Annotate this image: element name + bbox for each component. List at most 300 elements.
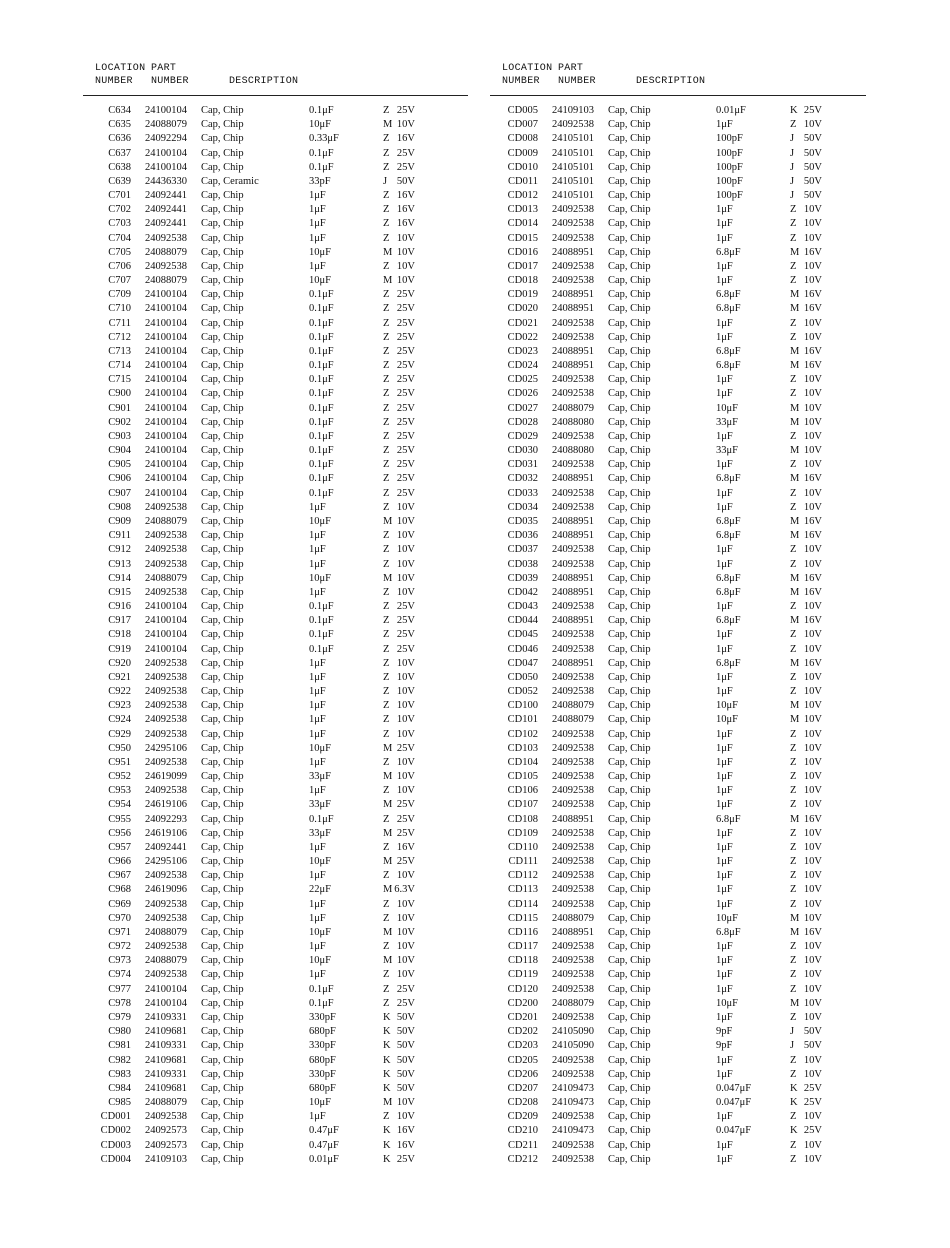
part-number: 24092538 <box>145 586 187 598</box>
voltage: 25V <box>396 345 415 357</box>
description: Cap, Chip <box>201 926 244 938</box>
value: 6.8μF <box>716 360 741 372</box>
tolerance: K <box>383 1153 391 1165</box>
part-number: 24092538 <box>552 799 594 811</box>
header-location-line1: LOCATION <box>502 63 553 74</box>
part-number: 24100104 <box>145 445 187 457</box>
part-number: 24092538 <box>145 785 187 797</box>
tolerance: Z <box>383 983 390 995</box>
part-number: 24092441 <box>145 204 187 216</box>
table-row <box>490 175 866 189</box>
description: Cap, Chip <box>201 686 244 698</box>
voltage: 50V <box>396 1054 415 1066</box>
table-row <box>490 869 866 883</box>
tolerance: K <box>790 1125 798 1137</box>
location-number: C900 <box>108 388 131 400</box>
description: Cap, Chip <box>201 884 244 896</box>
table-row <box>83 1039 468 1053</box>
table-row <box>83 968 468 982</box>
part-number: 24088951 <box>552 813 594 825</box>
part-number: 24109103 <box>145 1153 187 1165</box>
value: 10μF <box>309 742 331 754</box>
tolerance: Z <box>383 785 390 797</box>
location-number: CD029 <box>507 430 538 442</box>
table-row <box>490 1110 866 1124</box>
value: 10μF <box>309 275 331 287</box>
voltage: 10V <box>396 657 415 669</box>
table-row <box>83 331 468 345</box>
description: Cap, Chip <box>201 360 244 372</box>
table-row <box>490 728 866 742</box>
description: Cap, Chip <box>608 402 651 414</box>
voltage: 16V <box>803 303 822 315</box>
value: 6.8μF <box>716 473 741 485</box>
tolerance: Z <box>383 331 390 343</box>
description: Cap, Chip <box>608 246 651 258</box>
tolerance: J <box>383 175 388 187</box>
location-number: CD209 <box>507 1111 538 1123</box>
value: 1μF <box>716 856 733 868</box>
location-number: CD024 <box>507 360 538 372</box>
description: Cap, Chip <box>608 1068 651 1080</box>
description: Cap, Chip <box>608 700 651 712</box>
part-number: 24109103 <box>552 105 594 116</box>
voltage: 10V <box>803 317 822 329</box>
tolerance: K <box>383 1040 391 1052</box>
value: 1μF <box>716 983 733 995</box>
description: Cap, Chip <box>201 317 244 329</box>
value: 1μF <box>309 700 326 712</box>
voltage: 10V <box>803 714 822 726</box>
location-number: CD044 <box>507 615 538 627</box>
part-number: 24092538 <box>145 870 187 882</box>
table-row <box>490 1011 866 1025</box>
table-row <box>83 926 468 940</box>
location-number: CD008 <box>507 133 538 145</box>
tolerance: M <box>790 926 800 938</box>
table-row <box>83 770 468 784</box>
tolerance: Z <box>383 1111 390 1123</box>
voltage: 25V <box>396 742 415 754</box>
part-number: 24092538 <box>552 275 594 287</box>
part-number: 24619096 <box>145 884 187 896</box>
tolerance: M <box>383 119 393 131</box>
part-number: 24105090 <box>552 1040 594 1052</box>
location-number: CD032 <box>507 473 538 485</box>
value: 1μF <box>716 771 733 783</box>
tolerance: Z <box>790 983 797 995</box>
table-row <box>490 147 866 161</box>
description: Cap, Chip <box>608 629 651 641</box>
table-row <box>83 373 468 387</box>
part-number: 24436330 <box>145 175 187 187</box>
part-number: 24092538 <box>145 657 187 669</box>
voltage: 10V <box>396 572 415 584</box>
part-number: 24100104 <box>145 615 187 627</box>
description: Cap, Chip <box>608 1026 651 1038</box>
location-number: CD114 <box>508 898 538 910</box>
tolerance: Z <box>383 289 390 301</box>
table-row <box>490 586 866 600</box>
voltage: 10V <box>396 119 415 131</box>
location-number: CD015 <box>507 232 538 244</box>
value: 1μF <box>309 657 326 669</box>
table-row <box>83 232 468 246</box>
description: Cap, Chip <box>201 1111 244 1123</box>
location-number: CD031 <box>507 459 538 471</box>
table-row <box>83 458 468 472</box>
tolerance: Z <box>790 785 797 797</box>
table-row <box>490 1054 866 1068</box>
voltage: 10V <box>396 941 415 953</box>
tolerance: M <box>383 572 393 584</box>
voltage: 10V <box>803 997 822 1009</box>
location-number: C978 <box>108 997 131 1009</box>
value: 0.1μF <box>309 147 334 159</box>
location-number: C915 <box>108 586 131 598</box>
tolerance: Z <box>383 629 390 641</box>
part-number: 24092538 <box>145 501 187 513</box>
description: Cap, Chip <box>608 473 651 485</box>
location-number: C971 <box>108 926 131 938</box>
table-row <box>490 940 866 954</box>
location-number: CD017 <box>507 260 538 272</box>
location-number: CD200 <box>507 997 538 1009</box>
part-number: 24088951 <box>552 303 594 315</box>
description: Cap, Chip <box>201 742 244 754</box>
tolerance: Z <box>383 756 390 768</box>
value: 10μF <box>716 997 738 1009</box>
voltage: 10V <box>803 487 822 499</box>
description: Cap, Chip <box>201 232 244 244</box>
tolerance: M <box>790 360 800 372</box>
table-row <box>83 572 468 586</box>
value: 1μF <box>309 232 326 244</box>
description: Cap, Chip <box>201 161 244 173</box>
description: Cap, Chip <box>201 445 244 457</box>
value: 1μF <box>309 671 326 683</box>
voltage: 10V <box>803 629 822 641</box>
description: Cap, Chip <box>608 572 651 584</box>
tolerance: Z <box>790 827 797 839</box>
description: Cap, Chip <box>201 374 244 386</box>
table-row <box>490 1039 866 1053</box>
table-row <box>83 161 468 175</box>
location-number: C905 <box>108 459 131 471</box>
tolerance: Z <box>383 558 390 570</box>
voltage: 25V <box>396 331 415 343</box>
value: 6.8μF <box>716 657 741 669</box>
voltage: 10V <box>396 530 415 542</box>
tolerance: Z <box>790 260 797 272</box>
description: Cap, Chip <box>201 586 244 598</box>
voltage: 25V <box>396 161 415 173</box>
table-row <box>83 898 468 912</box>
table-row <box>83 501 468 515</box>
part-number: 24088079 <box>145 246 187 258</box>
tolerance: Z <box>383 657 390 669</box>
description: Cap, Chip <box>201 827 244 839</box>
table-row <box>83 643 468 657</box>
part-number: 24088079 <box>145 955 187 967</box>
description: Cap, Chip <box>608 841 651 853</box>
voltage: 10V <box>803 898 822 910</box>
description: Cap, Chip <box>201 487 244 499</box>
table-row <box>490 104 866 118</box>
location-number: C956 <box>108 827 131 839</box>
part-number: 24105101 <box>552 175 594 187</box>
part-number: 24092538 <box>552 643 594 655</box>
tolerance: Z <box>383 487 390 499</box>
part-number: 24088079 <box>145 926 187 938</box>
voltage: 10V <box>396 785 415 797</box>
voltage: 10V <box>396 232 415 244</box>
table-row <box>490 416 866 430</box>
tolerance: K <box>790 1082 798 1094</box>
voltage: 25V <box>396 360 415 372</box>
voltage: 16V <box>396 204 415 216</box>
value: 1μF <box>716 1012 733 1023</box>
tolerance: Z <box>790 756 797 768</box>
location-number: C924 <box>108 714 131 726</box>
table-row <box>83 430 468 444</box>
location-number: C929 <box>108 728 131 740</box>
location-number: C713 <box>108 345 131 357</box>
value: 1μF <box>716 870 733 882</box>
part-number: 24105101 <box>552 147 594 159</box>
description: Cap, Chip <box>201 969 244 981</box>
location-number: CD023 <box>507 345 538 357</box>
table-row <box>490 1068 866 1082</box>
part-number: 24100104 <box>145 459 187 471</box>
location-number: C635 <box>108 119 131 131</box>
value: 33μF <box>309 827 331 839</box>
part-number: 24092538 <box>145 530 187 542</box>
location-number: CD021 <box>507 317 538 329</box>
value: 1μF <box>716 260 733 272</box>
value: 1μF <box>716 629 733 641</box>
description: Cap, Chip <box>201 558 244 570</box>
value: 1μF <box>716 119 733 131</box>
voltage: 50V <box>396 1068 415 1080</box>
part-number: 24088079 <box>145 275 187 287</box>
location-number: CD208 <box>507 1097 538 1109</box>
value: 0.1μF <box>309 445 334 457</box>
description: Cap, Chip <box>201 643 244 655</box>
voltage: 10V <box>396 700 415 712</box>
location-number: C902 <box>108 416 131 428</box>
part-number: 24092538 <box>552 204 594 216</box>
tolerance: Z <box>790 728 797 740</box>
description: Cap, Chip <box>608 997 651 1009</box>
location-number: CD019 <box>507 289 538 301</box>
voltage: 10V <box>803 388 822 400</box>
tolerance: Z <box>790 119 797 131</box>
table-row <box>83 713 468 727</box>
value: 33μF <box>716 445 738 457</box>
location-number: C913 <box>108 558 131 570</box>
value: 1μF <box>309 686 326 698</box>
location-number: CD206 <box>507 1068 538 1080</box>
table-row <box>490 373 866 387</box>
tolerance: Z <box>383 303 390 315</box>
tolerance: Z <box>383 430 390 442</box>
tolerance: J <box>790 161 795 173</box>
tolerance: Z <box>383 218 390 230</box>
description: Cap, Chip <box>201 756 244 768</box>
description: Cap, Ceramic <box>201 175 259 187</box>
part-number: 24092538 <box>552 969 594 981</box>
description: Cap, Chip <box>608 105 651 116</box>
voltage: 10V <box>803 884 822 896</box>
value: 1μF <box>716 1111 733 1123</box>
tolerance: Z <box>383 544 390 556</box>
description: Cap, Chip <box>201 813 244 825</box>
voltage: 10V <box>803 430 822 442</box>
voltage: 25V <box>396 459 415 471</box>
table-row <box>490 217 866 231</box>
tolerance: Z <box>790 884 797 896</box>
tolerance: Z <box>383 586 390 598</box>
description: Cap, Chip <box>201 615 244 627</box>
part-number: 24100104 <box>145 416 187 428</box>
description: Cap, Chip <box>201 402 244 414</box>
table-row <box>83 940 468 954</box>
voltage: 10V <box>803 771 822 783</box>
part-number: 24092573 <box>145 1125 187 1137</box>
voltage: 25V <box>396 813 415 825</box>
location-number: C953 <box>108 785 131 797</box>
location-number: C917 <box>108 615 131 627</box>
table-row <box>83 104 468 118</box>
voltage: 50V <box>396 1026 415 1038</box>
value: 1μF <box>716 275 733 287</box>
table-row <box>490 954 866 968</box>
part-number: 24088951 <box>552 926 594 938</box>
parts-table-left <box>83 104 468 1167</box>
part-number: 24092538 <box>145 728 187 740</box>
voltage: 50V <box>803 175 822 187</box>
part-number: 24092538 <box>552 742 594 754</box>
table-row <box>83 1124 468 1138</box>
table-row <box>490 161 866 175</box>
tolerance: Z <box>383 870 390 882</box>
tolerance: Z <box>790 629 797 641</box>
location-number: C704 <box>108 232 131 244</box>
description: Cap, Chip <box>201 799 244 811</box>
table-row <box>490 302 866 316</box>
value: 1μF <box>309 558 326 570</box>
location-number: CD034 <box>507 501 538 513</box>
value: 22μF <box>309 884 331 896</box>
tolerance: Z <box>383 728 390 740</box>
location-number: CD022 <box>507 331 538 343</box>
location-number: C908 <box>108 501 131 513</box>
tolerance: Z <box>790 841 797 853</box>
description: Cap, Chip <box>608 515 651 527</box>
description: Cap, Chip <box>608 884 651 896</box>
location-number: CD120 <box>507 983 538 995</box>
description: Cap, Chip <box>201 728 244 740</box>
description: Cap, Chip <box>608 969 651 981</box>
voltage: 16V <box>803 289 822 301</box>
tolerance: M <box>383 799 393 811</box>
voltage: 50V <box>803 190 822 202</box>
value: 1μF <box>309 714 326 726</box>
table-row <box>490 912 866 926</box>
value: 0.1μF <box>309 459 334 471</box>
table-row <box>83 657 468 671</box>
voltage: 10V <box>803 969 822 981</box>
voltage: 10V <box>803 416 822 428</box>
table-row <box>83 756 468 770</box>
part-number: 24105101 <box>552 161 594 173</box>
location-number: CD212 <box>507 1153 538 1165</box>
value: 0.1μF <box>309 317 334 329</box>
part-number: 24088951 <box>552 246 594 258</box>
table-row <box>490 600 866 614</box>
part-number: 24092538 <box>552 756 594 768</box>
table-row <box>83 175 468 189</box>
part-number: 24088079 <box>552 700 594 712</box>
location-number: CD106 <box>507 785 538 797</box>
location-number: CD112 <box>508 870 538 882</box>
location-number: C974 <box>108 969 131 981</box>
voltage: 16V <box>803 345 822 357</box>
part-number: 24109331 <box>145 1012 187 1023</box>
header-part-line2: NUMBER <box>558 76 596 87</box>
description: Cap, Chip <box>608 742 651 754</box>
location-number: CD105 <box>507 771 538 783</box>
voltage: 10V <box>803 331 822 343</box>
table-row <box>490 246 866 260</box>
voltage: 25V <box>803 105 822 116</box>
voltage: 10V <box>396 926 415 938</box>
value: 0.1μF <box>309 331 334 343</box>
voltage: 25V <box>396 374 415 386</box>
value: 330pF <box>309 1068 336 1080</box>
description: Cap, Chip <box>608 374 651 386</box>
location-number: C639 <box>108 175 131 187</box>
voltage: 10V <box>803 1054 822 1066</box>
description: Cap, Chip <box>608 544 651 556</box>
table-row <box>83 529 468 543</box>
value: 33μF <box>716 416 738 428</box>
location-number: CD042 <box>507 586 538 598</box>
description: Cap, Chip <box>608 898 651 910</box>
description: Cap, Chip <box>608 345 651 357</box>
part-number: 24092538 <box>552 501 594 513</box>
description: Cap, Chip <box>608 430 651 442</box>
voltage: 16V <box>803 926 822 938</box>
description: Cap, Chip <box>608 856 651 868</box>
part-number: 24092538 <box>552 1139 594 1151</box>
tolerance: Z <box>790 898 797 910</box>
voltage: 10V <box>803 700 822 712</box>
part-number: 24088951 <box>552 572 594 584</box>
value: 0.47μF <box>309 1139 339 1151</box>
description: Cap, Chip <box>608 1125 651 1137</box>
part-number: 24100104 <box>145 105 187 116</box>
part-number: 24092538 <box>552 771 594 783</box>
part-number: 24092538 <box>145 558 187 570</box>
location-number: CD011 <box>508 175 538 187</box>
table-row <box>490 614 866 628</box>
value: 0.1μF <box>309 161 334 173</box>
value: 0.1μF <box>309 813 334 825</box>
voltage: 10V <box>803 955 822 967</box>
description: Cap, Chip <box>608 1040 651 1052</box>
